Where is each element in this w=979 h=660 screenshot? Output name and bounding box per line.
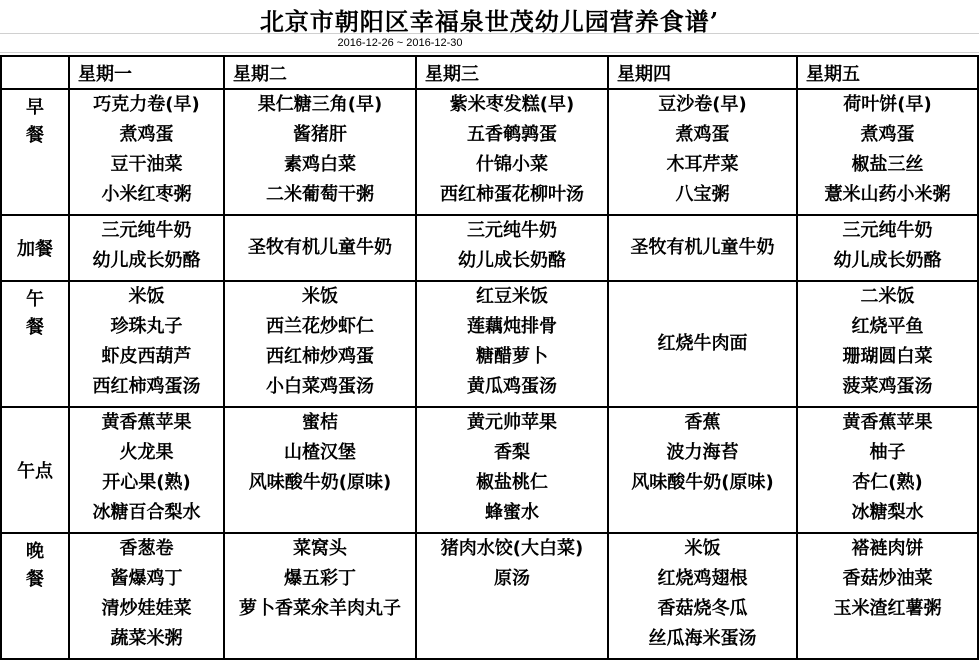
header-row: [1, 56, 978, 89]
menu-item: 冰糖梨水: [851, 502, 924, 523]
meal-label: 午点: [1, 407, 69, 533]
meal-label: 晚 餐: [1, 533, 69, 659]
menu-item: 杏仁(熟): [852, 472, 923, 493]
menu-item: 酱猪肝: [293, 124, 347, 145]
menu-item: 豆沙卷(早): [658, 94, 747, 115]
menu-item: 木耳芹菜: [666, 154, 739, 175]
menu-item: 素鸡白菜: [284, 154, 356, 175]
gridline: [0, 33, 979, 34]
menu-cell: [69, 281, 224, 407]
menu-item: 幼儿成长奶酪: [92, 250, 201, 271]
menu-item: 幼儿成长奶酪: [833, 250, 942, 271]
menu-item: 山楂汉堡: [284, 442, 356, 463]
menu-item: 煮鸡蛋: [860, 124, 915, 145]
day-header: 星期二: [224, 56, 416, 89]
menu-item: 褡裢肉饼: [851, 538, 924, 559]
menu-cell: [608, 215, 797, 281]
menu-item: 香蕉: [684, 412, 721, 433]
menu-item: 八宝粥: [675, 184, 730, 205]
day-header: 星期一: [69, 56, 224, 89]
meal-row: [1, 533, 978, 659]
menu-item: 小白菜鸡蛋汤: [266, 376, 374, 397]
menu-item: 红豆米饭: [476, 286, 548, 307]
menu-item: 圣牧有机儿童牛奶: [630, 237, 775, 258]
menu-item: 五香鹌鹑蛋: [467, 124, 557, 145]
menu-item: 猪肉水饺(大白菜): [440, 538, 584, 559]
menu-item: [225, 498, 415, 528]
menu-item: 巧克力卷(早): [93, 94, 200, 115]
menu-item: 红烧平鱼: [851, 316, 924, 337]
menu-item: 香菇炒油菜: [842, 568, 933, 589]
menu-item: 西红柿鸡蛋汤: [92, 376, 201, 397]
menu-item: 蜜桔: [302, 412, 338, 433]
menu-cell: [797, 89, 978, 215]
menu-item: 黄香蕉苹果: [101, 412, 192, 433]
meal-row: [1, 89, 978, 215]
menu-item: 糖醋萝卜: [476, 346, 548, 367]
menu-item: 西兰花炒虾仁: [266, 316, 374, 337]
menu-cell: [416, 215, 608, 281]
menu-cell: [797, 533, 978, 659]
menu-cell: [69, 89, 224, 215]
meal-row: [1, 407, 978, 533]
menu-item: 圣牧有机儿童牛奶: [248, 237, 392, 258]
menu-item: 小米红枣粥: [101, 184, 192, 205]
menu-item: 波力海苔: [666, 442, 739, 463]
menu-item: 菠菜鸡蛋汤: [842, 376, 933, 397]
menu-item: 什锦小菜: [476, 154, 548, 175]
menu-item: 菜窝头: [293, 538, 347, 559]
menu-item: 开心果(熟): [102, 472, 191, 493]
menu-item: [798, 624, 977, 654]
meal-row: [1, 215, 978, 281]
menu-item: 荷叶饼(早): [843, 94, 932, 115]
menu-item: 煮鸡蛋: [119, 124, 174, 145]
menu-cell: [797, 407, 978, 533]
menu-cell: [416, 407, 608, 533]
menu-cell: [797, 215, 978, 281]
menu-cell: [224, 281, 416, 407]
menu-item: 红烧牛肉面: [657, 333, 748, 354]
menu-item: 果仁糖三角(早): [257, 94, 383, 115]
menu-cell: [416, 281, 608, 407]
menu-cell: [69, 407, 224, 533]
menu-cell: [608, 89, 797, 215]
meal-label: 加餐: [1, 215, 69, 281]
menu-item: 香葱卷: [119, 538, 174, 559]
menu-item: 香菇烧冬瓜: [657, 598, 748, 619]
menu-item: 萝卜香菜氽羊肉丸子: [239, 598, 401, 619]
meal-row: [1, 281, 978, 407]
menu-item: 黄元帅苹果: [467, 412, 557, 433]
menu-item: 二米饭: [860, 286, 915, 307]
menu-cell: [224, 407, 416, 533]
menu-item: 米饭: [684, 538, 721, 559]
menu-cell: [416, 533, 608, 659]
menu-item: 火龙果: [119, 442, 174, 463]
menu-cell: [224, 533, 416, 659]
menu-item: 莲藕炖排骨: [467, 316, 557, 337]
menu-item: 煮鸡蛋: [675, 124, 730, 145]
menu-item: 蔬菜米粥: [110, 628, 183, 649]
day-header: 星期四: [608, 56, 797, 89]
menu-table: [0, 55, 979, 660]
menu-item: 紫米枣发糕(早): [449, 94, 575, 115]
menu-cell: [69, 215, 224, 281]
menu-item: 酱爆鸡丁: [110, 568, 183, 589]
menu-item: 三元纯牛奶: [842, 220, 933, 241]
menu-item: 三元纯牛奶: [101, 220, 192, 241]
menu-item: 红烧鸡翅根: [657, 568, 748, 589]
menu-item: 西红柿蛋花柳叶汤: [440, 184, 584, 205]
date-range: 2016-12-26 ~ 2016-12-30: [337, 37, 463, 49]
menu-item: 椒盐桃仁: [476, 472, 548, 493]
corner-cell: [1, 56, 69, 89]
menu-item: 玉米渣红薯粥: [833, 598, 942, 619]
menu-item: 原汤: [494, 568, 530, 589]
menu-item: 西红柿炒鸡蛋: [266, 346, 374, 367]
menu-item: 黄香蕉苹果: [842, 412, 933, 433]
menu-item: 冰糖百合梨水: [92, 502, 201, 523]
menu-item: [225, 624, 415, 654]
menu-item: 香梨: [494, 442, 530, 463]
menu-item: [417, 624, 607, 654]
meal-label: 早 餐: [1, 89, 69, 215]
menu-item: 珍珠丸子: [110, 316, 183, 337]
menu-cell: [608, 533, 797, 659]
menu-cell: [608, 281, 797, 407]
menu-item: 丝瓜海米蛋汤: [648, 628, 757, 649]
gridline: [0, 52, 979, 53]
menu-item: 蜂蜜水: [485, 502, 539, 523]
menu-item: 清炒娃娃菜: [101, 598, 192, 619]
menu-cell: [797, 281, 978, 407]
menu-item: [417, 594, 607, 624]
menu-cell: [224, 215, 416, 281]
menu-cell: [69, 533, 224, 659]
menu-item: 薏米山药小米粥: [824, 184, 951, 205]
menu-item: 黄瓜鸡蛋汤: [467, 376, 557, 397]
menu-item: 二米葡萄干粥: [266, 184, 374, 205]
menu-item: 虾皮西葫芦: [101, 346, 192, 367]
menu-cell: [608, 407, 797, 533]
menu-item: 珊瑚圆白菜: [842, 346, 933, 367]
menu-cell: [224, 89, 416, 215]
menu-item: 米饭: [128, 286, 165, 307]
menu-item: 豆干油菜: [110, 154, 183, 175]
menu-item: 风味酸牛奶(原味): [631, 472, 774, 493]
menu-item: 椒盐三丝: [851, 154, 924, 175]
menu-item: 三元纯牛奶: [467, 220, 557, 241]
day-header: 星期五: [797, 56, 978, 89]
day-header: 星期三: [416, 56, 608, 89]
menu-item: 爆五彩丁: [284, 568, 356, 589]
menu-item: 米饭: [302, 286, 338, 307]
meal-label: 午 餐: [1, 281, 69, 407]
menu-cell: [416, 89, 608, 215]
page-title: 北京市朝阳区幸福泉世茂幼儿园营养食谱’: [259, 7, 720, 36]
menu-item: [609, 498, 796, 528]
menu-item: 幼儿成长奶酪: [458, 250, 566, 271]
menu-item: 柚子: [869, 442, 906, 463]
menu-item: 风味酸牛奶(原味): [248, 472, 392, 493]
